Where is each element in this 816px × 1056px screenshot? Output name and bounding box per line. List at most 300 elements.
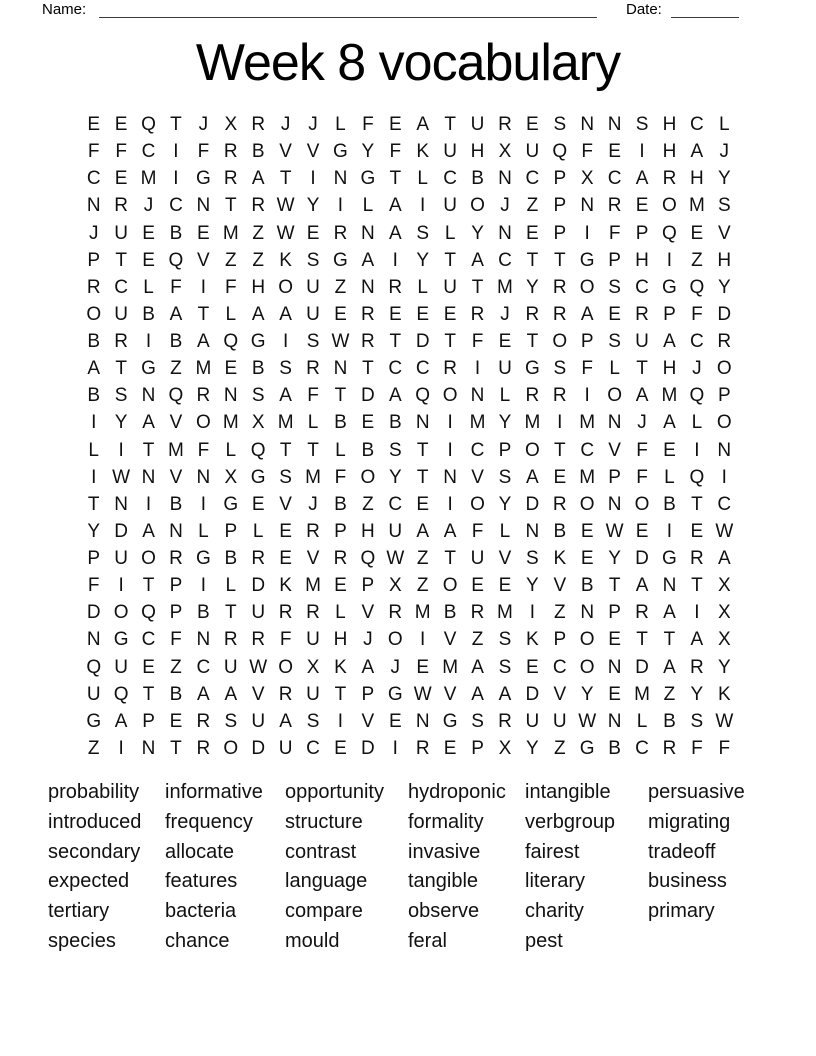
word-item: secondary	[48, 840, 141, 863]
grid-letter: F	[362, 114, 374, 136]
grid-letter: K	[526, 629, 539, 651]
grid-letter: Z	[170, 656, 182, 678]
grid-letter: U	[525, 710, 540, 732]
grid-letter: F	[334, 466, 347, 488]
grid-letter: N	[607, 493, 622, 515]
grid-letter: D	[114, 520, 128, 542]
grid-letter: L	[609, 358, 620, 380]
grid-letter: L	[225, 575, 237, 597]
grid-letter: N	[415, 710, 430, 732]
grid-letter: A	[197, 331, 210, 353]
grid-letter: N	[361, 276, 375, 298]
grid-letter: S	[416, 222, 430, 244]
grid-letter: T	[334, 683, 347, 705]
grid-letter: A	[251, 303, 265, 325]
grid-letter: E	[690, 520, 704, 542]
grid-letter: E	[471, 575, 484, 597]
grid-letter: U	[306, 683, 320, 705]
grid-letter: W	[413, 683, 432, 705]
grid-letter: R	[717, 331, 732, 353]
grid-letter: N	[607, 656, 622, 678]
grid-letter: X	[580, 168, 594, 190]
grid-letter: E	[526, 656, 539, 678]
grid-letter: I	[173, 168, 179, 190]
grid-letter: R	[251, 548, 266, 570]
grid-letter: Y	[388, 466, 402, 488]
word-item: charity	[525, 900, 584, 923]
grid-letter: I	[337, 710, 344, 732]
grid-letter: M	[661, 385, 678, 407]
grid-letter: M	[277, 412, 294, 434]
grid-letter: D	[635, 656, 649, 678]
grid-letter: Q	[141, 602, 156, 624]
grid-letter: R	[196, 710, 211, 732]
grid-letter: E	[663, 439, 676, 461]
grid-letter: W	[386, 548, 405, 570]
grid-letter: E	[388, 114, 402, 136]
grid-letter: J	[308, 114, 318, 136]
grid-letter: U	[251, 710, 266, 732]
grid-letter: L	[307, 412, 319, 434]
grid-letter: E	[498, 331, 512, 353]
grid-letter: T	[444, 114, 456, 136]
grid-letter: O	[607, 385, 622, 407]
grid-letter: M	[634, 683, 650, 705]
grid-letter: M	[524, 412, 541, 434]
grid-letter: U	[114, 222, 128, 244]
grid-letter: E	[443, 303, 457, 325]
grid-letter: N	[86, 195, 101, 217]
grid-letter: O	[552, 331, 568, 353]
grid-letter: Y	[717, 656, 731, 678]
grid-letter: Z	[334, 276, 347, 298]
word-item: persuasive	[648, 781, 745, 803]
grid-letter: N	[196, 629, 211, 651]
grid-letter: O	[662, 195, 677, 217]
grid-letter: G	[223, 493, 239, 515]
grid-letter: R	[306, 602, 320, 624]
grid-letter: V	[251, 683, 265, 705]
word-item: contrast	[285, 840, 357, 863]
grid-letter: Z	[553, 737, 566, 759]
grid-letter: U	[86, 683, 101, 705]
grid-letter: E	[580, 548, 594, 570]
grid-letter: Y	[416, 249, 430, 271]
grid-letter: Q	[552, 141, 568, 163]
grid-letter: M	[688, 195, 705, 217]
grid-letter: M	[195, 358, 212, 380]
grid-letter: Q	[250, 439, 266, 461]
grid-letter: P	[498, 439, 512, 461]
grid-letter: E	[142, 249, 155, 271]
grid-letter: P	[717, 385, 731, 407]
word-item: mould	[285, 929, 340, 952]
grid-letter: A	[635, 575, 649, 597]
grid-letter: A	[279, 385, 292, 407]
grid-letter: R	[552, 276, 567, 298]
grid-letter: U	[498, 358, 512, 380]
grid-letter: V	[361, 710, 375, 732]
word-item: intangible	[525, 781, 611, 803]
grid-letter: I	[420, 195, 426, 217]
grid-letter: Z	[471, 629, 484, 651]
grid-letter: R	[415, 737, 430, 759]
grid-letter: O	[470, 195, 485, 217]
grid-letter: R	[361, 303, 375, 325]
grid-letter: I	[145, 331, 152, 353]
grid-letter: T	[279, 168, 292, 190]
grid-letter: Q	[689, 385, 705, 407]
grid-letter: X	[251, 412, 265, 434]
grid-letter: A	[361, 249, 375, 271]
grid-letter: L	[252, 520, 264, 542]
grid-letter: R	[169, 548, 183, 570]
word-list	[48, 778, 745, 957]
grid-letter: N	[333, 168, 348, 190]
grid-letter: Z	[252, 222, 264, 244]
word-item: features	[165, 870, 238, 893]
grid-letter: I	[91, 466, 97, 488]
grid-letter: T	[87, 493, 100, 515]
grid-letter: D	[525, 493, 540, 515]
grid-letter: P	[608, 466, 621, 488]
grid-letter: Y	[361, 141, 375, 163]
grid-letter: H	[717, 249, 732, 271]
grid-letter: U	[114, 548, 128, 570]
grid-letter: M	[168, 439, 184, 461]
grid-letter: B	[142, 303, 155, 325]
grid-letter: R	[635, 303, 649, 325]
grid-letter: W	[112, 466, 131, 488]
grid-letter: I	[392, 249, 398, 271]
grid-letter: A	[635, 385, 649, 407]
grid-letter: P	[608, 249, 621, 271]
grid-letter: B	[87, 385, 101, 407]
grid-letter: A	[251, 168, 265, 190]
grid-letter: N	[169, 520, 183, 542]
grid-letter: N	[141, 385, 156, 407]
grid-letter: V	[498, 548, 512, 570]
grid-letter: T	[471, 276, 484, 298]
grid-letter: F	[718, 737, 731, 759]
grid-letter: V	[169, 466, 183, 488]
grid-letter: N	[580, 114, 595, 136]
grid-letter: V	[279, 493, 292, 515]
grid-letter: P	[663, 303, 676, 325]
grid-letter: S	[526, 548, 539, 570]
grid-letter: Z	[87, 737, 100, 759]
grid-letter: U	[114, 303, 128, 325]
grid-letter: V	[717, 222, 731, 244]
grid-letter: T	[115, 358, 127, 380]
grid-letter: E	[580, 520, 594, 542]
grid-letter: T	[307, 439, 319, 461]
grid-letter: A	[388, 222, 402, 244]
grid-letter: C	[470, 439, 485, 461]
grid-letter: X	[717, 575, 731, 597]
grid-letter: Z	[170, 358, 182, 380]
grid-letter: I	[584, 222, 590, 244]
word-item: fairest	[525, 840, 580, 863]
grid-letter: E	[553, 466, 567, 488]
grid-letter: L	[718, 114, 730, 136]
grid-letter: C	[635, 276, 649, 298]
grid-letter: V	[553, 575, 567, 597]
word-item: species	[48, 929, 116, 952]
grid-letter: U	[306, 303, 320, 325]
grid-letter: Y	[580, 683, 594, 705]
grid-letter: U	[443, 195, 457, 217]
grid-letter: S	[388, 439, 402, 461]
grid-letter: Y	[526, 276, 539, 298]
grid-letter: Q	[168, 385, 184, 407]
grid-letter: Q	[689, 276, 705, 298]
grid-letter: G	[333, 141, 348, 163]
grid-letter: F	[170, 276, 182, 298]
grid-letter: R	[196, 385, 211, 407]
grid-letter: Y	[526, 575, 539, 597]
grid-letter: T	[115, 249, 127, 271]
grid-letter: Z	[691, 249, 703, 271]
grid-letter: G	[250, 466, 266, 488]
word-list-column	[408, 778, 525, 957]
grid-letter: C	[525, 168, 540, 190]
grid-letter: A	[388, 385, 402, 407]
grid-letter: U	[470, 114, 485, 136]
grid-letter: V	[306, 548, 320, 570]
grid-letter: R	[114, 331, 128, 353]
grid-letter: P	[553, 168, 567, 190]
grid-letter: I	[392, 737, 398, 759]
grid-letter: O	[716, 358, 732, 380]
grid-letter: V	[361, 602, 375, 624]
grid-letter: R	[333, 222, 348, 244]
grid-letter: N	[223, 385, 238, 407]
grid-letter: E	[608, 683, 621, 705]
word-list-column	[525, 778, 648, 957]
grid-letter: O	[442, 575, 458, 597]
grid-letter: O	[579, 656, 595, 678]
grid-letter: A	[471, 656, 484, 678]
grid-letter: T	[444, 331, 456, 353]
grid-letter: E	[251, 493, 265, 515]
grid-letter: I	[420, 629, 426, 651]
grid-letter: L	[417, 276, 428, 298]
grid-letter: M	[497, 276, 513, 298]
grid-letter: X	[388, 575, 402, 597]
grid-letter: B	[608, 737, 621, 759]
grid-letter: A	[87, 358, 101, 380]
grid-letter: F	[307, 385, 319, 407]
grid-letter: T	[553, 439, 566, 461]
grid-letter: A	[197, 683, 210, 705]
grid-letter: Q	[689, 466, 705, 488]
grid-letter: L	[225, 439, 237, 461]
grid-letter: C	[443, 168, 457, 190]
grid-letter: F	[581, 358, 593, 380]
grid-letter: A	[471, 683, 484, 705]
grid-letter: B	[197, 602, 210, 624]
grid-letter: M	[414, 602, 431, 624]
word-item: frequency	[165, 810, 253, 833]
word-item: tertiary	[48, 900, 110, 923]
grid-letter: E	[608, 303, 621, 325]
grid-letter: I	[200, 575, 206, 597]
grid-letter: E	[443, 737, 457, 759]
grid-letter: F	[279, 629, 292, 651]
grid-letter: C	[196, 656, 211, 678]
grid-letter: L	[143, 276, 154, 298]
word-item: feral	[408, 929, 447, 952]
grid-letter: Q	[113, 683, 129, 705]
grid-letter: I	[447, 412, 453, 434]
grid-letter: L	[417, 168, 428, 190]
grid-letter: X	[224, 114, 238, 136]
grid-letter: O	[524, 439, 540, 461]
word-item: observe	[408, 900, 480, 923]
grid-letter: R	[525, 385, 540, 407]
grid-letter: E	[197, 222, 210, 244]
grid-letter: O	[278, 276, 293, 298]
grid-letter: W	[276, 222, 295, 244]
grid-letter: J	[692, 358, 702, 380]
grid-letter: I	[200, 493, 206, 515]
grid-letter: L	[335, 114, 346, 136]
grid-letter: S	[553, 114, 567, 136]
grid-letter: W	[276, 195, 295, 217]
grid-letter: Y	[526, 737, 539, 759]
grid-letter: L	[664, 466, 675, 488]
grid-letter: N	[498, 222, 512, 244]
grid-letter: L	[335, 602, 346, 624]
grid-letter: Y	[498, 412, 512, 434]
grid-letter: L	[88, 439, 99, 461]
grid-letter: P	[471, 737, 484, 759]
word-item: tangible	[408, 870, 479, 893]
grid-letter: S	[224, 710, 238, 732]
date-blank-line	[671, 2, 739, 18]
grid-letter: A	[471, 249, 484, 271]
word-list-column	[285, 778, 408, 957]
word-item: primary	[648, 900, 715, 923]
grid-letter: T	[416, 466, 429, 488]
grid-letter: E	[334, 575, 347, 597]
grid-letter: S	[608, 331, 621, 353]
grid-letter: G	[662, 276, 677, 298]
grid-letter: J	[143, 195, 154, 217]
grid-letter: D	[525, 683, 540, 705]
grid-letter: A	[443, 520, 457, 542]
grid-letter: F	[608, 222, 621, 244]
grid-letter: A	[416, 520, 430, 542]
grid-letter: Z	[416, 575, 429, 597]
grid-letter: E	[608, 141, 621, 163]
grid-letter: D	[361, 385, 375, 407]
grid-letter: Y	[306, 195, 320, 217]
grid-letter: A	[635, 168, 649, 190]
name-label: Name:	[42, 1, 87, 18]
grid-letter: O	[579, 493, 595, 515]
grid-letter: R	[333, 548, 348, 570]
grid-letter: I	[310, 168, 316, 190]
grid-letter: I	[529, 602, 535, 624]
grid-letter: D	[86, 602, 101, 624]
grid-letter: L	[225, 303, 237, 325]
grid-letter: R	[662, 737, 677, 759]
grid-letter: T	[362, 358, 374, 380]
grid-letter: C	[498, 249, 512, 271]
grid-letter: L	[335, 439, 346, 461]
grid-letter: P	[87, 548, 101, 570]
grid-letter: H	[662, 114, 677, 136]
grid-letter: A	[526, 466, 539, 488]
word-item: compare	[285, 900, 363, 923]
grid-letter: L	[499, 385, 511, 407]
grid-letter: R	[278, 602, 293, 624]
grid-letter: M	[497, 602, 513, 624]
grid-letter: T	[636, 358, 648, 380]
grid-letter: M	[469, 412, 486, 434]
grid-letter: O	[360, 466, 376, 488]
grid-letter: M	[140, 168, 157, 190]
grid-letter: R	[223, 141, 238, 163]
grid-letter: B	[580, 575, 594, 597]
date-label: Date:	[626, 1, 662, 18]
grid-letter: G	[662, 548, 677, 570]
grid-letter: I	[200, 276, 206, 298]
grid-letter: U	[306, 276, 320, 298]
grid-letter: N	[607, 710, 622, 732]
word-item: informative	[165, 781, 263, 803]
grid-letter: T	[526, 249, 539, 271]
grid-letter: L	[691, 412, 703, 434]
grid-letter: A	[114, 710, 128, 732]
grid-letter: I	[91, 412, 97, 434]
grid-letter: K	[717, 683, 731, 705]
grid-letter: Q	[86, 656, 102, 678]
grid-letter: A	[279, 303, 292, 325]
grid-letter: C	[169, 195, 183, 217]
grid-letter: E	[114, 168, 128, 190]
grid-letter: M	[579, 412, 596, 434]
grid-letter: T	[334, 385, 347, 407]
grid-letter: J	[363, 629, 373, 651]
grid-letter: J	[500, 195, 510, 217]
grid-letter: D	[361, 737, 375, 759]
grid-letter: R	[690, 548, 704, 570]
grid-letter: F	[115, 141, 127, 163]
grid-letter: I	[447, 439, 453, 461]
grid-letter: T	[444, 249, 456, 271]
word-item: literary	[525, 870, 586, 893]
grid-letter: R	[251, 195, 266, 217]
grid-letter: W	[578, 710, 597, 732]
grid-letter: E	[416, 656, 430, 678]
grid-letter: E	[224, 358, 238, 380]
grid-letter: O	[716, 412, 732, 434]
grid-letter: J	[88, 222, 99, 244]
grid-letter: W	[331, 331, 350, 353]
grid-letter: Y	[471, 222, 484, 244]
grid-letter: F	[471, 520, 484, 542]
grid-letter: G	[195, 548, 211, 570]
grid-letter: M	[222, 222, 239, 244]
grid-letter: N	[607, 412, 622, 434]
grid-letter: X	[717, 602, 731, 624]
grid-letter: E	[142, 222, 155, 244]
grid-letter: O	[278, 656, 293, 678]
grid-letter: K	[416, 141, 430, 163]
